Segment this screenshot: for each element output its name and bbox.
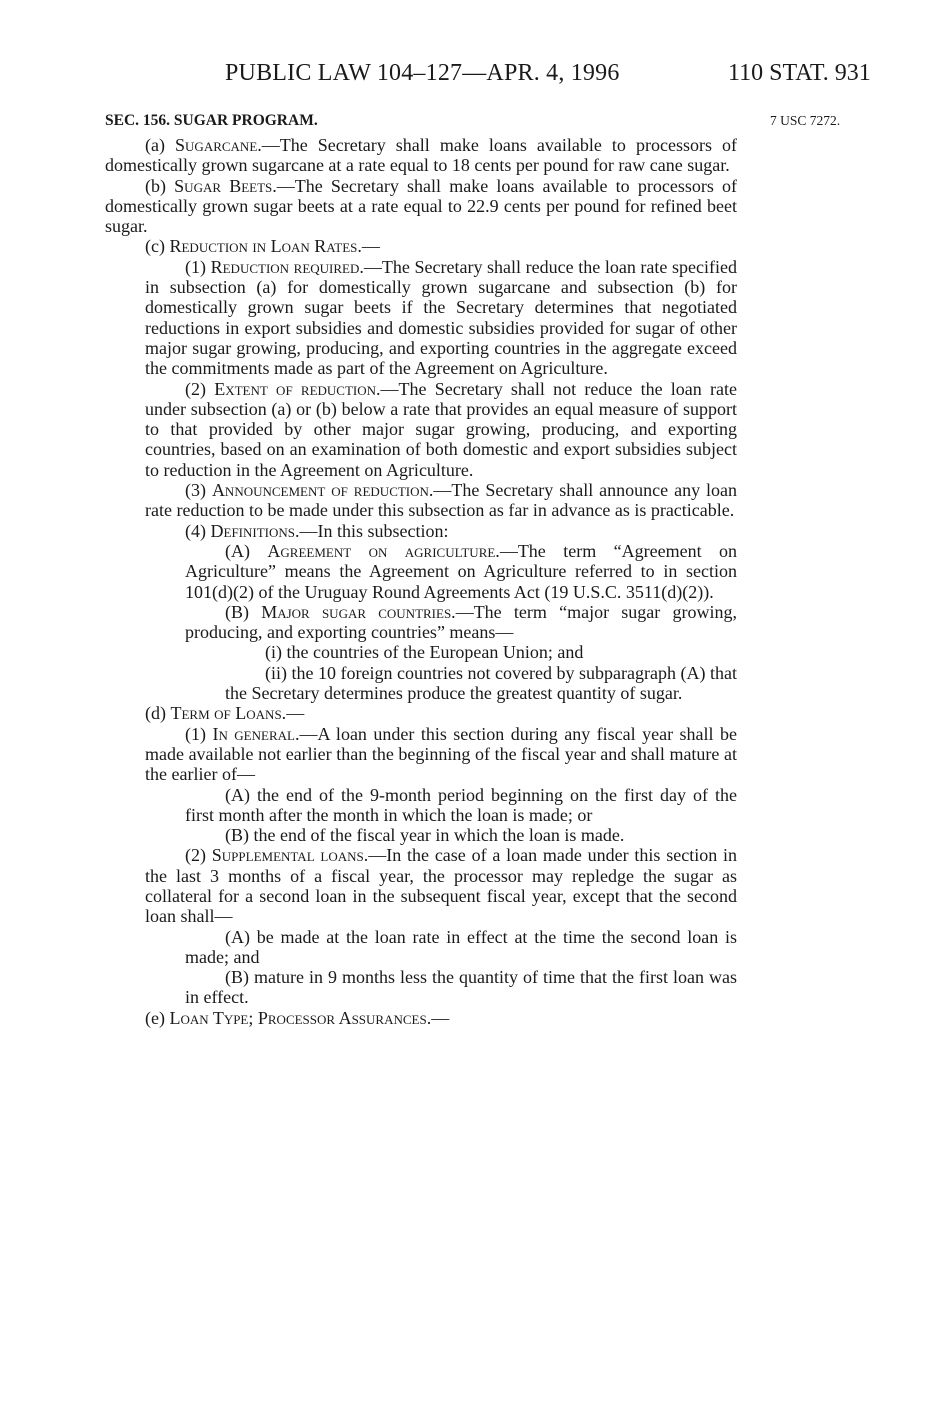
paragraph-d-2-A: (A) be made at the loan rate in effect at the time the second loan is made; and: [185, 926, 737, 967]
running-header-title: PUBLIC LAW 104–127—APR. 4, 1996: [225, 60, 620, 86]
paragraph-c-4-B: (B) Major sugar countries.—The term “major sugar growing, producing, and exporting countries” means—: [185, 601, 737, 643]
paragraph-heading: Major sugar countries.: [261, 601, 456, 622]
paragraph-c-4: (4) Definitions.—In this subsection:: [185, 520, 449, 541]
paragraph-b: (b) Sugar Beets.—The Secretary shall make loans available to processors of domestically grown sugar beets at a rate equal to 22.9 cents per pound for refined beet sugar.: [105, 175, 738, 237]
section-heading: SEC. 156. SUGAR PROGRAM.: [105, 112, 318, 129]
paragraph-e: (e) Loan Type; Processor Assurances.—: [145, 1007, 450, 1028]
paragraph-heading: Reduction required.: [210, 256, 364, 277]
paragraph-c-3: (3) Announcement of reduction.—The Secretary shall announce any loan rate reduction to be made under this subsection as far in advance as is practicable.: [145, 480, 737, 521]
paragraph-d-1-B: (B) the end of the fiscal year in which the loan is made.: [225, 825, 625, 846]
paragraph-heading: Sugarcane.: [175, 135, 262, 155]
paragraph-c-1: (1) Reduction required.—The Secretary shall reduce the loan rate specified in subsection (a) for domestically grown sugarcane and subsection (b) for domestically grown sugar beets if the Secretary determines that negotiated reductions in export subsidies and domestic subsidies provided for sugar of other major sugar growing, producing, and exporting countries in the aggregate exceed the commitments made as part of the Agreement on Agriculture.: [145, 256, 737, 379]
paragraph-d-1: (1) In general.—A loan under this section during any fiscal year shall be made available not earlier than the beginning of the fiscal year and shall mature at the earlier of—: [145, 723, 737, 785]
paragraph-heading: Reduction in Loan Rates.: [169, 236, 362, 257]
paragraph-heading: Definitions.: [210, 520, 300, 541]
paragraph-d-2-B: (B) mature in 9 months less the quantity of time that the first loan was in effect.: [185, 967, 737, 1008]
paragraph-c: (c) Reduction in Loan Rates.—: [145, 236, 380, 257]
paragraph-c-4-A: (A) Agreement on agriculture.—The term “Agreement on Agriculture” means the Agreement on Agriculture referred to in section 101(d)(2) of the Uruguay Round Agreements Act (19 U.S.C. 3511(d)(2)).: [185, 540, 737, 602]
paragraph-heading: Sugar Beets.: [174, 175, 277, 196]
paragraph-d-2: (2) Supplemental loans.—In the case of a loan made under this section in the last 3 months of a fiscal year, the processor may repledge the sugar as collateral for a second loan in the subsequent fiscal year, except that the second loan shall—: [145, 845, 737, 927]
statute-body: [105, 135, 737, 1028]
paragraph-heading: Loan Type; Processor Assurances.: [169, 1007, 432, 1028]
margin-citation: 7 USC 7272.: [770, 113, 841, 128]
paragraph-heading: Agreement on agriculture.: [267, 540, 500, 561]
paragraph-c-2: (2) Extent of reduction.—The Secretary shall not reduce the loan rate under subsection (a) or (b) below a rate that provides an equal measure of support to that provided by other major sugar growing, producing, and exporting countries, based on an examination of both domestic and export subsidies subject to reduction in the Agreement on Agriculture.: [145, 378, 737, 480]
paragraph-heading: Extent of reduction.: [214, 378, 381, 399]
paragraph-a: (a) Sugarcane.—The Secretary shall make loans available to processors of domestically grown sugarcane at a rate equal to 18 cents per pound for raw cane sugar.: [105, 135, 737, 176]
paragraph-heading: Term of Loans.: [170, 703, 287, 724]
paragraph-heading: In general.: [212, 723, 300, 744]
paragraph-c-4-B-i: (i) the countries of the European Union; and: [265, 642, 584, 663]
paragraph-d-1-A: (A) the end of the 9-month period beginning on the first day of the first month after the month in which the loan is made; or: [185, 784, 737, 825]
paragraph-c-4-B-ii: (ii) the 10 foreign countries not covered by subparagraph (A) that the Secretary determines produce the greatest quantity of sugar.: [225, 662, 737, 704]
paragraph-heading: Supplemental loans.: [211, 845, 369, 866]
paragraph-d: (d) Term of Loans.—: [145, 703, 305, 724]
paragraph-heading: Announcement of reduction.: [211, 480, 434, 501]
page-number: 110 STAT. 931: [728, 60, 871, 86]
